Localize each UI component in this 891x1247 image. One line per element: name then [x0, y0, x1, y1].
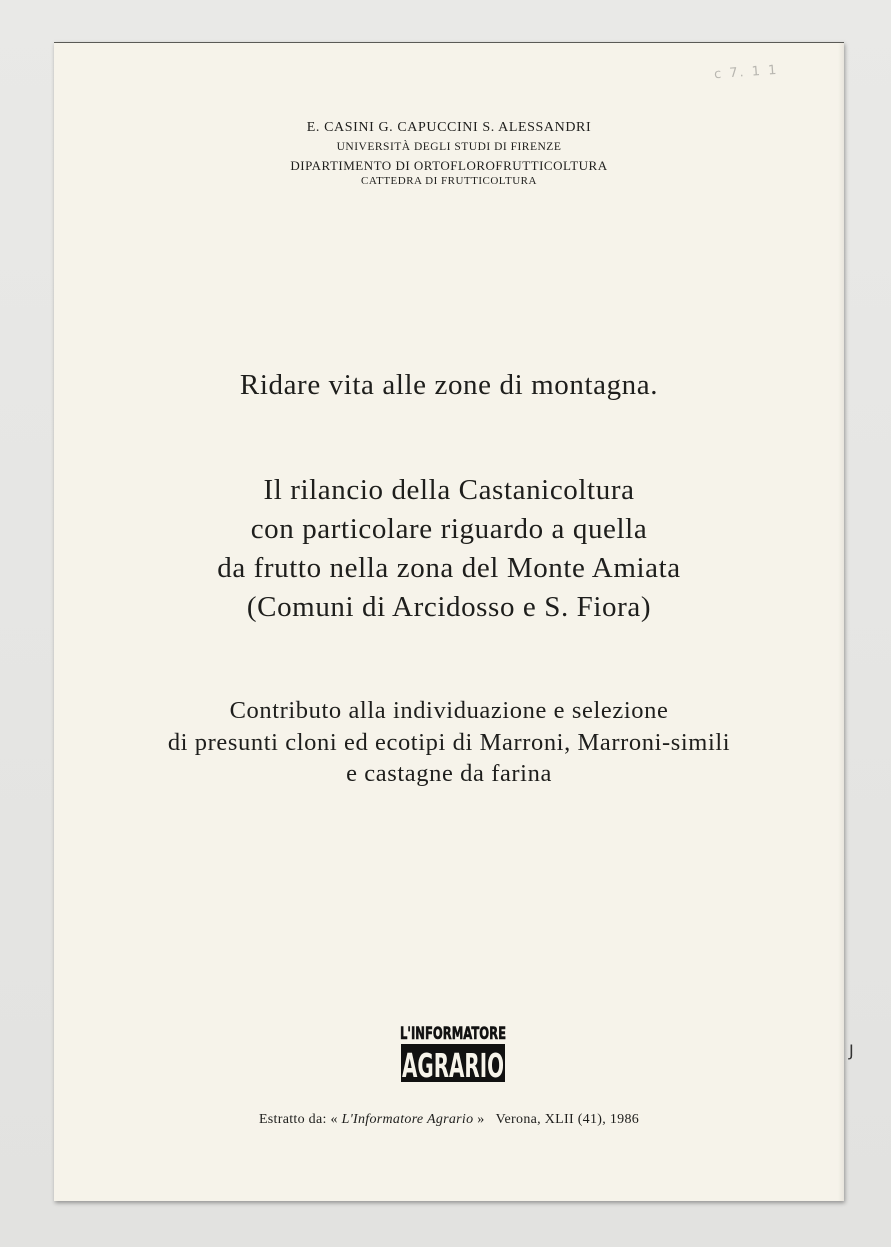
logo-line-1: L'INFORMATORE — [400, 1024, 506, 1044]
author-names: E. CASINI G. CAPUCCINI S. ALESSANDRI — [306, 120, 592, 135]
subtitle-line: con particolare riguardo a quella — [250, 513, 648, 545]
extract-prefix: Estratto da: « — [258, 1112, 338, 1127]
main-title: Ridare vita alle zone di montagna. — [239, 369, 659, 401]
authors-header — [54, 121, 844, 187]
contribution-line: e castagne da farina — [346, 760, 552, 787]
contribution-statement — [54, 695, 844, 790]
informatore-agrario-logo — [398, 1015, 508, 1085]
offprint-cover-page — [54, 42, 854, 1201]
subtitle-line: da frutto nella zona del Monte Amiata — [217, 552, 681, 584]
publication-name: L'Informatore Agrario — [341, 1112, 474, 1127]
subtitle-line: Il rilancio della Castanicoltura — [263, 474, 635, 506]
extract-source: » Verona, XLII (41), 1986 — [477, 1112, 640, 1127]
chair-name: CATTEDRA DI FRUTTICOLTURA — [361, 174, 537, 187]
subtitle — [54, 471, 844, 627]
department-name: DIPARTIMENTO DI ORTOFLOROFRUTTICOLTURA — [290, 157, 608, 173]
logo-graphic — [398, 1015, 508, 1085]
university-name: UNIVERSITÀ DEGLI STUDI DI FIRENZE — [336, 141, 562, 153]
logo-line-2: AGRARIO — [402, 1046, 504, 1085]
contribution-line: di presunti cloni ed ecotipi di Marroni, Marroni-simili — [167, 728, 731, 756]
contribution-line: Contributo alla individuazione e selezione — [229, 697, 669, 724]
subtitle-line: (Comuni di Arcidosso e S. Fiora) — [246, 591, 652, 623]
pencil-annotation: c 7. 1 1 — [713, 62, 779, 83]
margin-mark: J — [849, 1041, 854, 1060]
extract-citation — [54, 1112, 844, 1128]
